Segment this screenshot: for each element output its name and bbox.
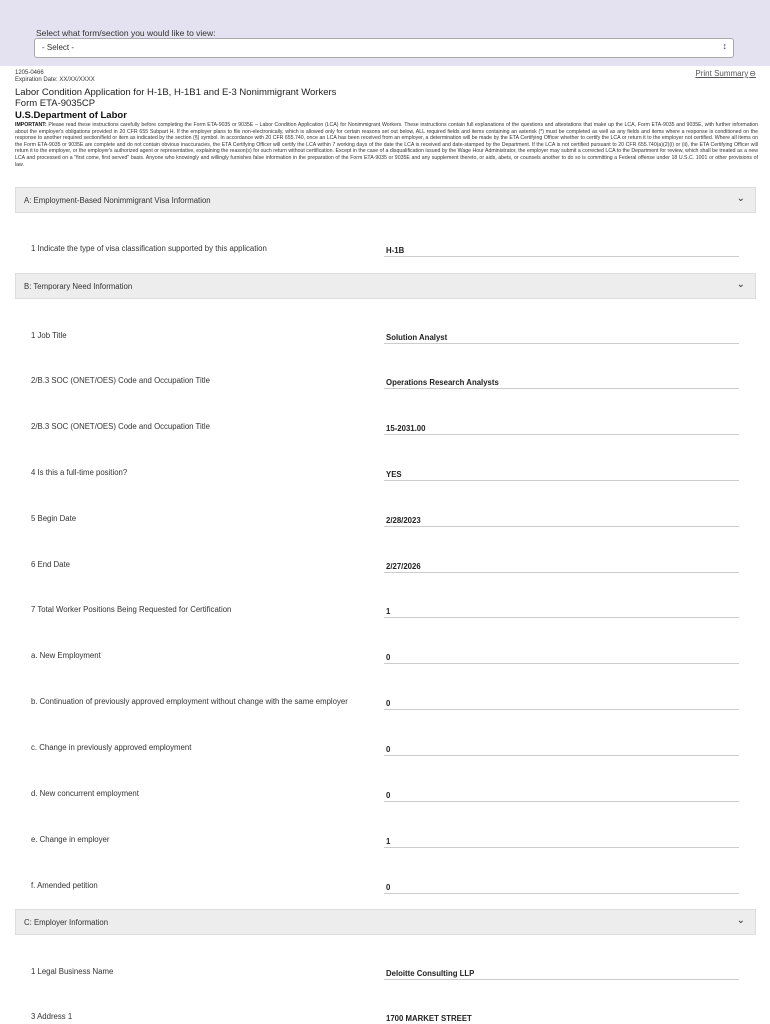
row-question: 2/B.3 SOC (ONET/OES) Code and Occupation Title	[31, 422, 210, 431]
row-question: e. Change in employer	[31, 835, 110, 844]
select-arrows-icon: ↕	[722, 41, 727, 51]
row-divider	[384, 617, 739, 618]
department-name: U.S.Department of Labor	[15, 110, 127, 121]
row-answer: 0	[386, 791, 391, 800]
row-divider	[384, 343, 739, 344]
row-question: d. New concurrent employment	[31, 789, 139, 798]
row-question: 1 Legal Business Name	[31, 967, 114, 976]
row-divider	[384, 755, 739, 756]
chevron-down-icon: ⌄	[736, 193, 745, 204]
print-summary-label: Print Summary	[695, 69, 749, 78]
row-question: 7 Total Worker Positions Being Requested for Certification	[31, 605, 232, 614]
section-c-header[interactable]	[15, 909, 756, 935]
form-selector-bar	[0, 0, 770, 66]
row-answer: 0	[386, 883, 391, 892]
row-divider	[384, 480, 739, 481]
section-c-title: C: Employer Information	[24, 918, 109, 927]
row-answer: 0	[386, 745, 391, 754]
row-question: f. Amended petition	[31, 881, 98, 890]
important-lead: IMPORTANT:	[15, 122, 47, 128]
row-question: 2/B.3 SOC (ONET/OES) Code and Occupation Title	[31, 376, 210, 385]
form-selector-label: Select what form/section you would like to view:	[36, 28, 216, 38]
form-section-select[interactable]	[34, 38, 734, 58]
chevron-down-icon: ⌄	[736, 915, 745, 926]
row-divider	[384, 801, 739, 802]
row-divider	[384, 979, 739, 980]
row-divider	[384, 526, 739, 527]
section-a-title: A: Employment-Based Nonimmigrant Visa Information	[24, 196, 211, 205]
row-answer: 2/28/2023	[386, 516, 421, 525]
row-question: c. Change in previously approved employment	[31, 743, 192, 752]
row-answer: Operations Research Analysts	[386, 378, 499, 387]
row-divider	[384, 847, 739, 848]
row-divider	[384, 572, 739, 573]
row-answer: 1	[386, 837, 391, 846]
row-divider	[384, 663, 739, 664]
row-answer: Deloitte Consulting LLP	[386, 969, 475, 978]
row-answer: 0	[386, 699, 391, 708]
row-question: 4 Is this a full-time position?	[31, 468, 128, 477]
row-answer: Solution Analyst	[386, 333, 448, 342]
row-divider	[384, 388, 739, 389]
row-answer: H-1B	[386, 246, 405, 255]
row-divider	[384, 709, 739, 710]
row-divider	[384, 893, 739, 894]
important-text: Please read these instructions carefully before completing the Form ETA-9035 or 9035E – Labor Condition Application (LCA) for Nonimmigrant Workers. These instructions contain full explanations of the questions and attestations that make up the LCA, Form ETA-9035 and 9035E, with further information about the employer's obligations provided in 20 CFR 655 Subpart H. If the employer plans to file non-electronically, which is allowed only for certain reasons set out below, ALL required fields and items containing an asterisk (*) must be completed as well as any fields and items where a response is conditioned on the response to another required section/field or item as indicated by the section (§) symbol. In accordance with 20 CFR 655.740, once an LCA has been received from an employer, a determination will be made by the ETA Certifying Officer whether to certify the LCA or return it to the employer not certified. Where all items on the Form ETA-9035 or 9035E are complete and do not contain obvious inaccuracies, the ETA Certifying Officer will certify the LCA within 7 working days of the date the LCA is received and date-stamped by the Department. If the LCA is not certified pursuant to 20 CFR 655.740(a)(2)(i) or (ii), the ETA Certifying Officer will return it to the employer, or the employer's authorized agent or representative, explaining the reason(s) for such return without certification. Except in the case of a disqualification issued by the Wage Hour Administrator, the employer may submit a corrected LCA to the Department for review, which shall be treated as a new LCA and processed on a "first come, first served" basis. Anyone who knowingly and willingly furnishes false information in the preparation of the Form ETA-9035 or 9035E and any supplement thereto, or aids, abets, or counsels another to do so is committing a Federal offense under 18 U.S.C. 1001 or other provisions of law.	[15, 122, 758, 168]
section-a-header[interactable]	[15, 187, 756, 213]
row-question: 1 Job Title	[31, 331, 67, 340]
expiration-date: Expiration Date: XX/XX/XXXX	[15, 77, 95, 83]
section-b-header[interactable]	[15, 273, 756, 299]
chevron-down-icon: ⌄	[736, 279, 745, 290]
row-question: 6 End Date	[31, 560, 71, 569]
print-icon: ⊖	[749, 69, 756, 78]
row-answer: 15-2031.00	[386, 424, 426, 433]
row-question: 5 Begin Date	[31, 514, 77, 523]
row-question: 3 Address 1	[31, 1012, 73, 1021]
row-answer: 2/27/2026	[386, 562, 421, 571]
print-summary-link[interactable]	[695, 69, 756, 78]
row-question: 1 Indicate the type of visa classification supported by this application	[31, 244, 267, 253]
row-answer: YES	[386, 470, 402, 479]
row-answer: 1700 MARKET STREET	[386, 1014, 472, 1023]
row-question: a. New Employment	[31, 651, 101, 660]
omb-number: 1205-0466	[15, 70, 44, 76]
section-b-title: B: Temporary Need Information	[24, 282, 133, 291]
form-id: Form ETA-9035CP	[15, 98, 96, 109]
form-title: Labor Condition Application for H-1B, H-1B1 and E-3 Nonimmigrant Workers	[15, 87, 337, 98]
important-notice	[15, 122, 758, 168]
row-answer: 0	[386, 653, 391, 662]
row-answer: 1	[386, 607, 391, 616]
row-divider	[384, 434, 739, 435]
row-divider	[384, 256, 739, 257]
form-section-select-value: - Select -	[42, 43, 75, 52]
row-question: b. Continuation of previously approved employment without change with the same employer	[31, 697, 348, 706]
